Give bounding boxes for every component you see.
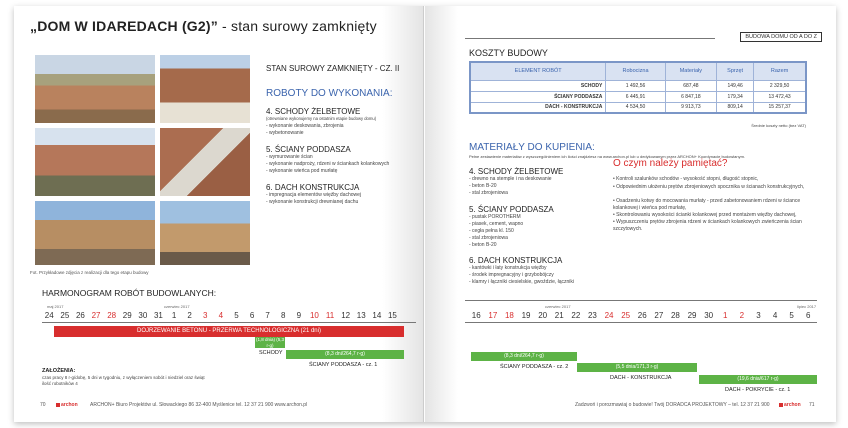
photo-6 [159,200,251,266]
section-tag: BUDOWA DOMU OD A DO Z [740,32,822,42]
gantt-day: 4 [772,311,778,320]
table-cell: 179,34 [717,91,754,102]
tag-rule [465,38,715,39]
table-row [470,102,806,113]
table-cell: 4 534,50 [606,102,665,113]
mat-line: - drewno na stemple i na deskowanie [469,176,552,182]
gantt-day: 8 [281,311,286,320]
table-cell: ŚCIANY PODDASZA [470,91,606,102]
label-sciany-1: ŚCIANY PODDASZA - cz. 1 [309,362,378,368]
gantt-day: 5 [234,311,239,320]
mat-line: - środek impregnacyjny i grzybobójczy [469,272,554,278]
cost-table [469,61,807,114]
bar-dojrzewanie: DOJRZEWANIE BETONU - PRZERWA TECHNOLOGICZNA (21 dni) [54,326,404,337]
bar-sciany-2: (8,3 dni/264,7 r-g) [471,352,577,361]
photo-4 [159,127,251,197]
label-schody: SCHODY [259,350,283,356]
left-footer-page: 70 [40,402,46,408]
table-cell: 6 847,18 [665,91,716,102]
label-dach-konstrukcja: DACH - KONSTRUKCJA [610,375,672,381]
gantt-day: 11 [325,311,335,320]
materialy-note: Pełne zestawienie materiałów z wyszczególnieniem ich ilości znajdziesz na www.archon.pl lub u dedykowanym przez ARCHON+ Koordynacie budowlanym. [469,154,746,159]
gantt-day: 2 [187,311,192,320]
table-cell: 6 445,91 [606,91,665,102]
pamietac-item: • Kontroli szalunków schodów - wysokość stopni, długość stopnic, [613,176,759,182]
pamietac-item: • Osadzeniu kotwy do mocowania murłaty - przed zabetonowaniem rdzeni w ściance kolankowej i wieńca pod murłatę, [613,197,801,211]
right-footer-page: 71 [809,402,815,408]
mat-line: - beton B-20 [469,242,497,248]
mat-line: - kantówki i łaty konstrukcja więźby [469,265,547,271]
materialy-head: MATERIAŁY DO KUPIENIA: [469,142,595,153]
logo-icon [779,403,783,407]
gantt-day: 13 [356,311,366,320]
gantt-day: 3 [756,311,761,320]
gantt-month: maj 2017 [47,304,64,309]
zalozenia-text: czas pracy 8 r-g/dobę, 5 dni w tygodniu, z wyłączeniem sobót i niedziel oraz świąt [42,375,205,380]
table-header: Razem [754,62,806,80]
pamietac-item: • Wypuszczeniu prętów zbrojenia rdzeni w ściankach kolankowych zwieńczenia ścian szczytowych. [613,219,802,232]
gantt-month: czerwiec 2017 [164,304,190,309]
gantt-day: 10 [309,311,319,320]
mat-line: - stal zbrojeniowa [469,190,508,196]
gantt-day: 29 [122,311,132,320]
gantt-day: 28 [107,311,117,320]
table-cell: 2 329,50 [754,80,806,91]
gantt-rule [465,322,817,323]
gantt-day: 30 [138,311,148,320]
table-row [470,80,806,91]
table-cell: 809,14 [717,102,754,113]
left-footer-logo: archon [56,402,78,408]
bar-dach-pokrycie: (19,6 dnia/617 r-g) [699,375,817,384]
gantt-day: 3 [203,311,208,320]
table-header: Robocizna [606,62,665,80]
gantt-day: 7 [265,311,270,320]
gantt-day: 4 [218,311,224,320]
photo-1 [34,54,156,124]
gantt-day: 24 [44,311,54,320]
gantt-day: 1 [723,311,728,320]
left-page [14,6,424,422]
gantt-day: 25 [60,311,70,320]
zalozenia-head: ZAŁOŻENIA: [42,368,76,374]
table-cell: 13 472,43 [754,91,806,102]
gantt-head: HARMONOGRAM ROBÓT BUDOWLANYCH: [42,288,217,298]
bar-schody: (1,8 dnia) (5,3 r-g) [255,337,284,348]
gantt-day: 30 [704,311,714,320]
gantt-day: 5 [789,311,794,320]
roboty-section-5-line: - wykonanie nadproży, rdzeni w ściankach kolankowych [266,161,390,167]
gantt-day: 12 [341,311,351,320]
gantt-day: 16 [471,311,481,320]
gantt-day: 9 [296,311,302,320]
photo-5 [34,200,156,266]
table-header: Sprzęt [717,62,754,80]
roboty-section-6-line: - impregnacja elementów więźby dachowej [266,192,362,198]
table-header: Materiały [665,62,716,80]
gantt-day: 1 [171,311,177,320]
roboty-section-5-line: - wymurowanie ścian [266,154,313,160]
bar-dach-konstrukcja: (5,5 dnia/171,3 r-g) [577,363,697,372]
mat-line: - piasek, cement, wapno [469,221,524,227]
gantt-day: 28 [670,311,680,320]
gantt-day: 24 [604,311,614,320]
table-row [470,91,806,102]
page-title: „DOM W IDAREDACH (G2)” - stan surowy zamknięty [30,18,377,34]
logo-icon [56,403,60,407]
mat-line: - stal zbrojeniowa [469,235,508,241]
roboty-section-4-line: (otrewniane wykonujemy na ostatnim etapie budowy domu) [266,116,377,121]
roboty-section-4-line: - wybetonowanie [266,130,304,136]
gantt-rule [42,322,416,323]
table-cell: 687,48 [665,80,716,91]
table-note: Średnie koszty netto (bez VAT) [751,123,806,128]
roboty-section-4-head: 4. SCHODY ŻELBETOWE [266,107,361,116]
gantt-day: 2 [739,311,745,320]
gantt-month: lipiec 2017 [797,304,817,309]
gantt-day: 27 [654,311,664,320]
mat-line: - beton B-20 [469,183,497,189]
mat-section-6-head: 6. DACH KONSTRUKCJA [469,256,563,265]
stan-head: STAN SUROWY ZAMKNIĘTY - CZ. II [266,64,400,73]
roboty-section-6-line: - wykonanie konstrukcji drewnianej dachu [266,199,359,205]
gantt-day: 29 [687,311,697,320]
photo-2 [159,54,251,124]
photo-caption: Fot. Przykładowe zdjęcia z realizacji dla tego etapu budowy [30,270,149,275]
roboty-section-5-line: - wykonanie wieńca pod murłatę [266,168,338,174]
book-spread [14,6,836,422]
gantt-day: 23 [587,311,597,320]
right-footer-logo: archon [779,402,801,408]
gantt-day: 21 [554,311,564,320]
table-header: ELEMENT ROBÓT [470,62,606,80]
roboty-section-5-head: 5. ŚCIANY PODDASZA [266,145,351,154]
koszty-head: KOSZTY BUDOWY [469,48,548,58]
table-cell: 9 913,73 [665,102,716,113]
roboty-head: ROBOTY DO WYKONANIA: [266,88,393,99]
zalozenia-text: ilość robotników 4 [42,381,78,386]
table-cell: 1 492,56 [606,80,665,91]
right-footer-text: Zadzwoń i porozmawiaj o budowie! Twój DORADCA PROJEKTOWY – tel. 12 37 21 900 [575,402,770,408]
gantt-rule-top [465,300,817,301]
gantt-day: 14 [372,311,382,320]
mat-line: - cegła pełna kl. 150 [469,228,514,234]
left-footer-address: ARCHON+ Biuro Projektów ul. Słowackiego 86 32-400 Myślenice tel. 12 37 21 900 www.archon.pl [90,402,308,408]
bar-sciany-1: (8,3 dni/264,7 r-g) [286,350,404,359]
gantt-day: 26 [637,311,647,320]
gantt-day: 18 [504,311,514,320]
label-sciany-2: ŚCIANY PODDASZA - cz. 2 [500,364,569,370]
table-cell: 149,46 [717,80,754,91]
gantt-day: 20 [538,311,548,320]
photo-3 [34,127,156,197]
gantt-day: 15 [387,311,397,320]
gantt-day: 6 [249,311,255,320]
mat-section-5-head: 5. ŚCIANY PODDASZA [469,205,554,214]
gantt-day: 6 [806,311,811,320]
roboty-section-6-head: 6. DACH KONSTRUKCJA [266,183,360,192]
gantt-day: 25 [621,311,631,320]
label-dach-pokrycie: DACH - POKRYCIE - cz. 1 [725,387,791,393]
pamietac-head: O czym należy pamiętać? [613,158,728,169]
pamietac-item: • Skontrolowaniu wysokości ścianki kolankowej przed montażem więźby dachowej, [613,211,797,218]
table-cell: DACH - KONSTRUKCJA [470,102,606,113]
table-cell: 15 257,37 [754,102,806,113]
pamietac-item: • Odpowiednim ułożeniu prętów zbrojeniowych spocznika w ścianach konstrukcyjnych, [613,183,805,190]
roboty-section-4-line: - wykonanie deskowania, zbrojenia [266,123,344,129]
mat-line: - klamry i łączniki ciesielskie, gwoździe, łączniki [469,279,575,285]
gantt-month: czerwiec 2017 [545,304,571,309]
mat-section-4-head: 4. SCHODY ŻELBETOWE [469,167,564,176]
right-page [425,6,836,422]
gantt-day: 26 [75,311,85,320]
mat-line: - pustak POROTHERM [469,214,521,220]
gantt-day: 22 [571,311,581,320]
gantt-day: 17 [488,311,498,320]
gantt-day: 27 [91,311,101,320]
gantt-day: 31 [153,311,163,320]
gantt-day: 19 [521,311,531,320]
table-cell: SCHODY [470,80,606,91]
